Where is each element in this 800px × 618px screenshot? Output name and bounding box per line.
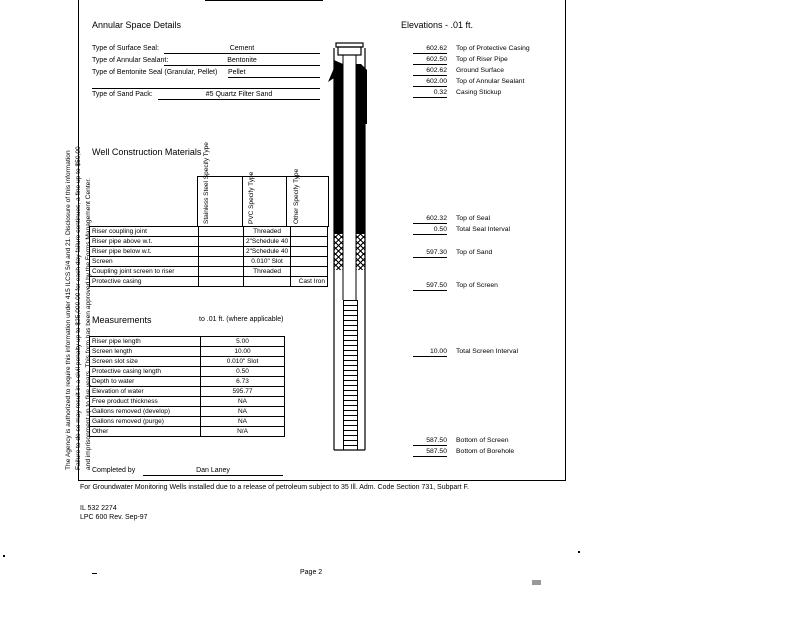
table-row: Free product thickness NA [90,397,285,407]
table-row: Screen length 10.00 [90,347,285,357]
row-label: Other [90,427,201,437]
page-number: Page 2 [300,569,323,576]
row-label: Gallons removed (purge) [90,417,201,427]
row-label: Gallons removed (develop) [90,407,201,417]
bentonite-seal-value: Pellet [228,69,320,78]
footer-note: For Groundwater Monitoring Wells installed due to a release of petroleum subject to 35 Ill. Adm. Code Section 731, Subpart F. [80,484,469,491]
table-row: Gallons removed (purge) NA [90,417,285,427]
elev-value: 587.50 [413,437,447,446]
elev-label: Ground Surface [456,67,504,74]
row-label: Protective casing length [90,367,201,377]
top-residue-line [205,0,323,1]
table-row: Riser pipe below w.t. 2"Schedule 40 [90,247,328,257]
col-header-pvc: PVC Specify Type [248,171,255,224]
measurements-note: to .01 ft. (where applicable) [199,316,284,323]
scan-speck [92,573,97,574]
table-row: Coupling joint screen to riser Threaded [90,267,328,277]
row-label: Riser pipe length [90,337,201,347]
row-label: Depth to water [90,377,201,387]
table-row: Riser pipe length 5.00 [90,337,285,347]
elev-label: Bottom of Borehole [456,448,515,455]
materials-table [89,226,328,287]
protective-casing [336,43,363,55]
table-row: Gallons removed (develop) NA [90,407,285,417]
col-header-other: Other Specify Type [293,168,300,224]
elev-label: Casing Stickup [456,89,502,96]
measurements-table [89,336,285,437]
table-row: Screen 0.010" Slot [90,257,328,267]
elev-label: Top of Sand [456,249,493,256]
row-label: Coupling joint screen to riser [90,267,199,277]
form-id: IL 532 2274 [80,505,117,512]
elevations-heading: Elevations - .01 ft. [401,20,474,30]
elev-label: Top of Screen [456,282,498,289]
table-row: Riser pipe above w.t. 2"Schedule 40 [90,237,328,247]
materials-header-box [197,176,329,227]
completed-value: Dan Laney [143,467,283,476]
col-header-ss: Stainless Steel Specify Type [203,142,210,224]
annular-label: Type of Bentonite Seal (Granular, Pellet) [92,69,218,76]
row-label: Elevation of water [90,387,201,397]
well-screen [343,300,358,450]
side-notice-line: and imprisonment up to five years. This form has been approved by the Forms Management Center. [85,178,92,470]
annular-label: Type of Surface Seal: [92,45,159,52]
table-row: Depth to water 6.73 [90,377,285,387]
table-row: Screen slot size 0.010" Slot [90,357,285,367]
elev-label: Top of Annular Sealant [456,78,525,85]
elev-label: Total Screen Interval [456,348,518,355]
table-row: Other N/A [90,427,285,437]
elev-value: 0.50 [413,226,447,235]
row-label: Screen slot size [90,357,201,367]
elev-value: 597.50 [413,282,447,291]
scan-speck [3,555,5,557]
elev-value: 602.62 [413,45,447,54]
row-label: Riser coupling joint [90,227,199,237]
blank-line [92,88,320,89]
row-label: Riser pipe above w.t. [90,237,199,247]
table-row: Elevation of water 595.77 [90,387,285,397]
elev-label: Top of Protective Casing [456,45,530,52]
elev-value: 602.32 [413,215,447,224]
elev-value: 602.00 [413,78,447,87]
surface-seal-fill [356,124,365,234]
row-label: Screen [90,257,199,267]
side-notice-line: Failure to do so may result in a civil penalty up to $25,000.00 for each day failure continues, a fine up to $50,00 [75,146,82,470]
surface-seal-value: Cement [164,45,320,54]
row-label: Protective casing [90,277,199,287]
elev-value: 0.32 [413,89,447,98]
table-row: Riser coupling joint Threaded [90,227,328,237]
table-row: Protective casing Cast Iron [90,277,328,287]
materials-heading: Well Construction Materials [92,147,202,157]
side-notice-line: The Agency is authorized to require this information under 415 ILCS 5/4 and 21. Disclosure of this information [65,150,72,470]
sand-pack-value: #5 Quartz Filter Sand [158,91,320,100]
annular-label: Type of Sand Pack: [92,91,153,98]
surface-seal-fill [334,124,343,234]
form-revision: LPC 600 Rev. Sep-97 [80,514,148,521]
elev-value: 602.62 [413,67,447,76]
scan-speck [532,580,541,585]
elev-label: Top of Seal [456,215,491,222]
table-row: Protective casing length 0.50 [90,367,285,377]
riser-pipe [343,55,356,300]
elev-label: Total Seal Interval [456,226,511,233]
annular-heading: Annular Space Details [92,20,182,30]
row-label: Screen length [90,347,201,357]
measurements-heading: Measurements [92,315,152,325]
elev-value: 597.30 [413,249,447,258]
annular-label: Type of Annular Sealant: [92,57,169,64]
scan-speck [578,551,580,553]
elev-value: 10.00 [413,348,447,357]
bentonite-seal-hatch [334,234,343,270]
elev-value: 587.50 [413,448,447,457]
row-label: Riser pipe below w.t. [90,247,199,257]
bentonite-seal-hatch [356,234,365,270]
elev-label: Top of Riser Pipe [456,56,508,63]
elev-value: 602.50 [413,56,447,65]
annular-sealant-value: Bentonite [164,57,320,66]
elev-label: Bottom of Screen [456,437,509,444]
completed-label: Completed by [92,467,136,474]
row-label: Free product thickness [90,397,201,407]
